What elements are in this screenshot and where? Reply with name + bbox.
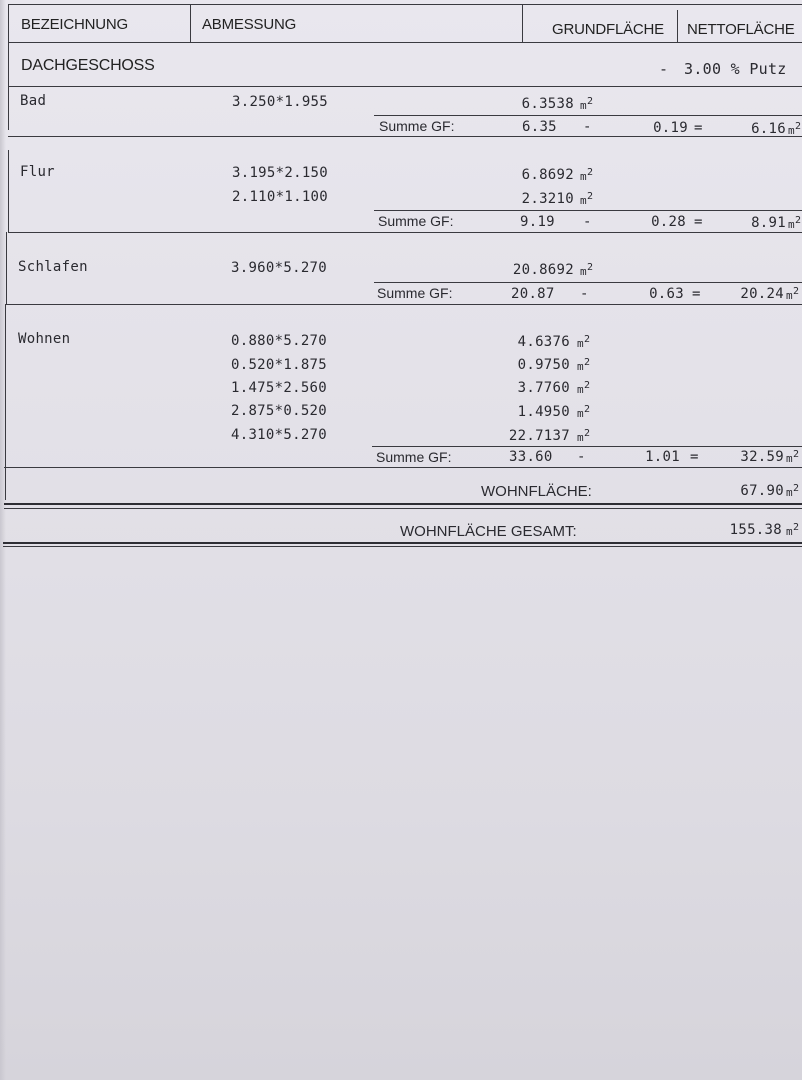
summe-gf-label: Summe GF:	[378, 213, 454, 229]
equals-sign: =	[694, 120, 703, 136]
wohnflaeche-label: WOHNFLÄCHE:	[481, 483, 592, 500]
equals-sign: =	[692, 286, 701, 302]
area-unit: $m^2$	[580, 262, 594, 278]
room-separator	[4, 467, 802, 468]
room-dimension: 3.960*5.270	[231, 260, 328, 276]
area-unit: $m^2$	[577, 380, 591, 396]
area-unit: $m^2$	[577, 357, 591, 373]
summe-gf-label: Summe GF:	[376, 449, 452, 465]
left-rule	[5, 304, 6, 500]
room-area: 22.7137	[508, 428, 570, 444]
wohnflaeche-gesamt-label: WOHNFLÄCHE GESAMT:	[400, 523, 577, 540]
room-dimension: 2.875*0.520	[231, 403, 328, 419]
wohnflaeche-gesamt-value: 155.38	[729, 522, 782, 538]
room-area: 20.8692	[512, 262, 574, 278]
area-unit: $m^2$	[577, 404, 591, 420]
left-rule	[8, 4, 9, 130]
paper-edge	[0, 0, 6, 1080]
room-area: 4.6376	[517, 334, 570, 350]
room-dimension: 2.110*1.100	[232, 189, 329, 205]
minus-sign: -	[583, 119, 592, 135]
room-dimension: 0.520*1.875	[231, 357, 328, 373]
summe-gf-value: 20.87	[511, 286, 555, 302]
section-title: DACHGESCHOSS	[21, 57, 155, 74]
equals-sign: =	[690, 449, 699, 465]
wohnflaeche-unit: $m^2$	[786, 483, 800, 499]
deduction-label: 3.00 % Putz	[684, 60, 787, 78]
area-unit: $m^2$	[580, 191, 594, 207]
area-unit: $m^2$	[580, 96, 594, 112]
room-dimension: 0.880*5.270	[231, 333, 328, 349]
net-unit: $m^2$	[788, 215, 802, 231]
double-rule-top	[4, 503, 802, 505]
header-divider-3	[677, 10, 678, 42]
net-unit: $m^2$	[786, 286, 800, 302]
left-rule	[8, 150, 9, 232]
room-dimension: 4.310*5.270	[231, 427, 328, 443]
room-name: Schlafen	[18, 259, 88, 275]
room-area: 0.9750	[517, 357, 570, 373]
deduction-value: 1.01	[645, 449, 680, 465]
net-unit: $m^2$	[786, 449, 800, 465]
room-name: Bad	[20, 93, 47, 109]
room-dimension: 1.475*2.560	[231, 380, 328, 396]
minus-sign: -	[580, 286, 589, 302]
room-name: Wohnen	[18, 331, 71, 347]
area-unit: $m^2$	[580, 167, 594, 183]
room-area: 1.4950	[517, 404, 570, 420]
header-grundflaeche: GRUNDFLÄCHE	[552, 21, 664, 38]
net-value: 6.16	[751, 121, 786, 137]
room-area: 2.3210	[521, 191, 574, 207]
minus-sign: -	[583, 214, 592, 230]
header-top-rule	[8, 4, 802, 5]
final-rule-bottom	[3, 546, 802, 547]
room-name: Flur	[20, 164, 55, 180]
room-dimension: 3.195*2.150	[232, 165, 329, 181]
header-divider-2	[522, 4, 523, 42]
header-divider-1	[190, 4, 191, 42]
header-nettoflaeche: NETTOFLÄCHE	[687, 21, 795, 38]
deduction-value: 0.63	[649, 286, 684, 302]
double-rule-bottom	[4, 508, 802, 509]
room-separator	[6, 304, 802, 305]
left-rule	[6, 232, 7, 304]
summe-gf-label: Summe GF:	[377, 285, 453, 301]
net-value: 20.24	[740, 286, 784, 302]
header-bottom-rule	[8, 42, 802, 43]
subtotal-rule	[374, 210, 802, 211]
net-value: 32.59	[740, 449, 784, 465]
room-separator	[8, 136, 802, 137]
summe-gf-label: Summe GF:	[379, 118, 455, 134]
final-rule-top	[3, 542, 802, 544]
room-area: 6.8692	[521, 167, 574, 183]
minus-sign: -	[577, 449, 586, 465]
summe-gf-value: 6.35	[522, 119, 557, 135]
summe-gf-value: 33.60	[509, 449, 553, 465]
net-value: 8.91	[751, 215, 786, 231]
deduction-value: 0.19	[653, 120, 688, 136]
header-abmessung: ABMESSUNG	[202, 16, 297, 33]
equals-sign: =	[694, 214, 703, 230]
deduction-minus: -	[659, 60, 669, 78]
subtotal-rule	[374, 115, 802, 116]
room-dimension: 3.250*1.955	[232, 94, 329, 110]
summe-gf-value: 9.19	[520, 214, 555, 230]
room-area: 3.7760	[517, 380, 570, 396]
net-unit: $m^2$	[788, 121, 802, 137]
wohnflaeche-gesamt-unit: $m^2$	[786, 522, 800, 538]
area-unit: $m^2$	[577, 334, 591, 350]
subtotal-rule	[374, 282, 802, 283]
room-area: 6.3538	[521, 96, 574, 112]
header-bezeichnung: BEZEICHNUNG	[21, 16, 128, 33]
subtotal-rule	[372, 446, 802, 447]
wohnflaeche-value: 67.90	[740, 483, 784, 499]
deduction-value: 0.28	[651, 214, 686, 230]
section-rule	[8, 86, 802, 87]
area-unit: $m^2$	[577, 428, 591, 444]
room-separator	[8, 232, 802, 233]
